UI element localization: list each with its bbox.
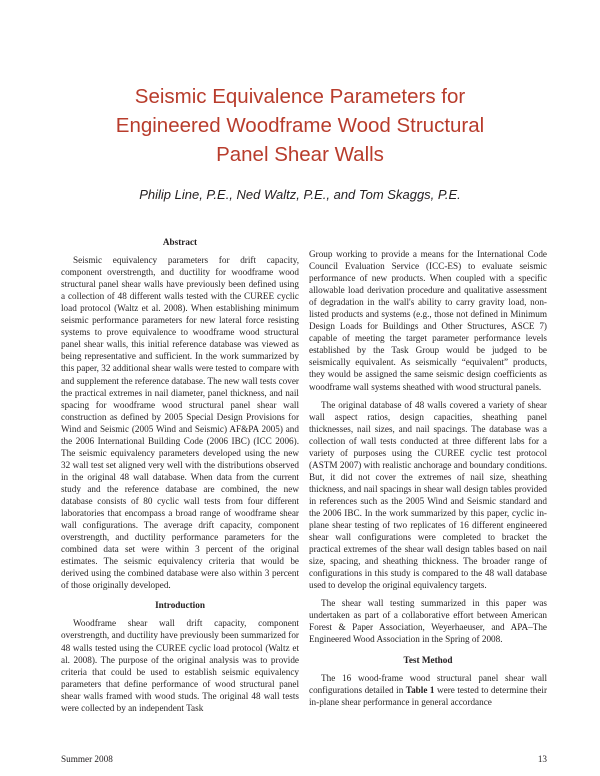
page-number: 13 [537,754,547,764]
paper-title [60,82,540,169]
test-method-heading: Test Method [403,654,453,665]
title-line-2: Engineered Woodframe Wood Structural [115,114,485,137]
table-1-reference: Table 1 [405,684,435,695]
footer-issue: Summer 2008 [61,754,113,764]
introduction-paragraph-1: Woodframe shear wall drift capacity, component overstrength, and ductility have previously been summarized for 48 walls tested using the CUREE cyclic load protocol (Waltz et al. 2008). The purpose of the original analysis was to provide criteria that could be used to establish seismic equivalency parameters that define performance of wood structural panel shear walls framed with wood studs. The original 48 wall tests were collected by an independent Task [61,618,299,713]
right-column [309,248,547,714]
title-line-1: Seismic Equivalence Parameters for [134,85,466,108]
abstract-heading: Abstract [162,237,198,247]
introduction-paragraph-1-continued: Group working to provide a means for the International Code Council Evaluation Service (ICC-ES) to evaluate seismic performance of new products. When coupled with a specific allowable load derivation procedure and qualitative assessment of degradation in the wall's ability to carry gravity load, non-listed products and systems (e.g., those not defined in Minimum Design Loads for Buildings and Other Structures, ASCE 7) capable of meeting the target parameter performance levels established by the Task Group would be judged to be seismically equivalent. As seismically “equivalent” products, they would be assigned the same seismic design coefficients as woodframe wall systems sheathed with wood structural panels. [309,249,547,392]
test-method-paragraph-1 [309,672,547,708]
test-method-text-start: The 16 wood-frame wood structural panel shear wall configurations detailed in [309,672,547,695]
title-line-3: Panel Shear Walls [216,143,384,166]
authors: Philip Line, P.E., Ned Waltz, P.E., and Tom Skaggs, P.E. [139,187,461,202]
introduction-heading: Introduction [155,600,205,611]
introduction-paragraph-2: The original database of 48 walls covered a variety of shear wall aspect ratios, design capacities, sheathing panel thicknesses, nail sizes, and nail spacings. The database was a collection of wall tests conducted at three different labs for a variety of purposes using the CUREE cyclic test protocol (ASTM 2007) with realistic anchorage and boundary conditions. But, it did not cover the extremes of nail size, sheathing thickness, and nail spacings in shear wall design tables provided in references such as the 2005 Wind and Seismic standard and the 2006 IBC. In the work summarized by this paper, cyclic in-plane shear testing of two replicates of 16 different engineered shear wall configurations were completed to bracket the practical extremes of the shear wall design tables based on nail size, spacing, and sheathing thickness. The broader range of configurations in this study is compared to the 48 wall database used to develop the original equivalency targets. [309,399,547,591]
left-column [61,236,299,720]
test-method-text-end: were tested to determine their in-plane shear performance in general accordance [309,684,548,707]
introduction-paragraph-3: The shear wall testing summarized in this paper was undertaken as part of a collaborative effort between American Forest & Paper Association, Weyerhaeuser, and APA–The Engineered Wood Association in the Spring of 2008. [309,598,547,645]
abstract-text: Seismic equivalency parameters for drift capacity, component overstrength, and ductility for woodframe wood structural panel shear walls have previously been defined using a collection of 48 different walls tested with the CUREE cyclic load protocol (Waltz et al. 2008). When establishing minimum seismic performance parameters for new lateral force resisting systems to prove equivalence to woodframe wood structural panel shear walls, this initial reference database was viewed as being representative and sufficient. In the work summarized by this paper, 32 additional shear walls were tested to compare with and supplement the reference database. The new wall tests cover the practical extremes in nail diameter, panel thickness, and nail spacing for woodframe wood structural panel shear wall construction as defined by 2005 Special Design Provisions for Wind and Seismic (2005 Wind and Seismic) AF&PA 2005) and the 2006 International Building Code (2006 IBC) (ICC 2006). The seismic equivalency parameters developed using the new 32 wall test set aligned very well with the distributions observed in the original 48 wall database. When data from the current study and the reference database are combined, the new database consists of 80 cyclic wall tests from four different laboratories that encompass a broad range of woodframe shear wall configurations. The average drift capacity, component overstrength, and ductility performance parameters for the combined data set were within 3 percent of the original estimates. The seismic equivalency criteria that would be derived using the combined database were also within 3 percent of those originally developed. [61,255,299,591]
